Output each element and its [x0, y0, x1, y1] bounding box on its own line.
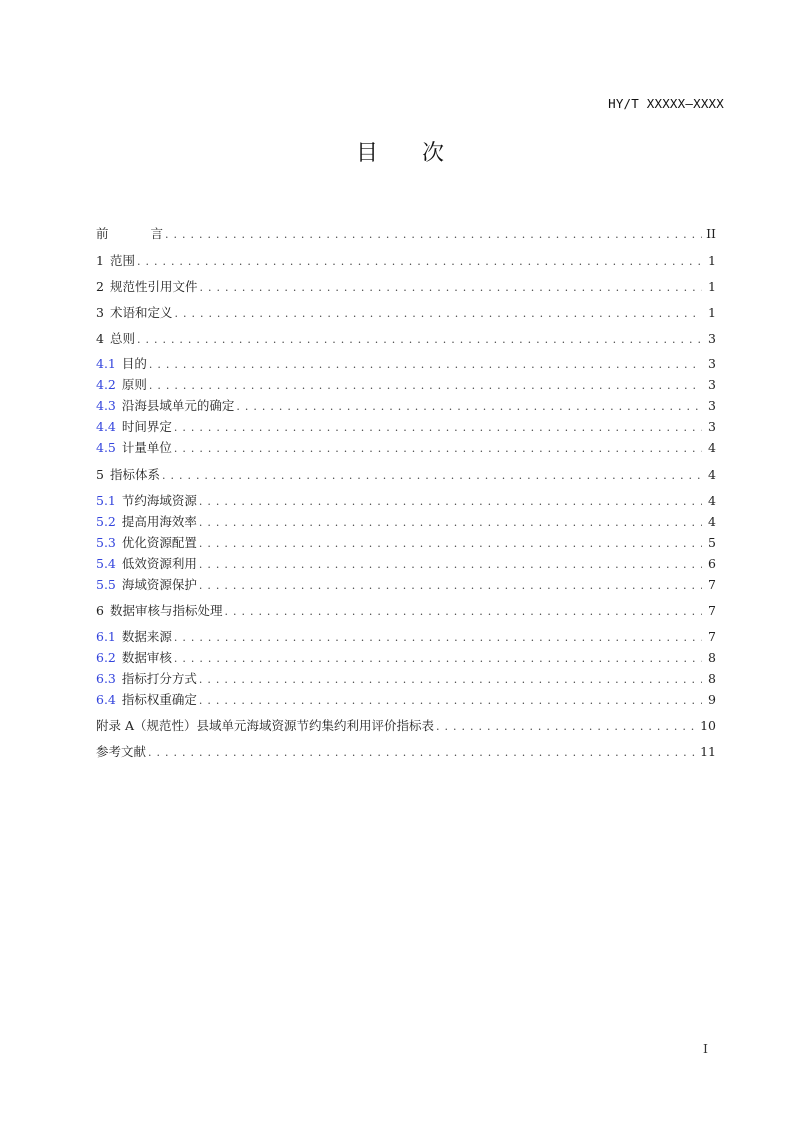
dot-leader — [199, 514, 702, 532]
toc-entry-label: 总则 — [109, 331, 135, 346]
toc-entry-page: 3 — [708, 419, 716, 434]
toc-entry-number: 4.4 — [96, 419, 116, 434]
toc-entry[interactable] — [96, 576, 716, 594]
toc-entry[interactable] — [96, 355, 716, 373]
page-title — [0, 136, 800, 167]
dot-leader — [174, 629, 702, 647]
toc-entry[interactable] — [96, 513, 716, 531]
toc-entry-page: 7 — [708, 577, 716, 592]
dot-leader — [199, 279, 702, 297]
toc-entry[interactable] — [96, 691, 716, 709]
toc-entry-label: 低效资源利用 — [121, 556, 197, 571]
toc-label-part: 言 — [150, 226, 164, 241]
title-char-2: 次 — [422, 141, 445, 166]
toc-entry-page: 9 — [708, 692, 716, 707]
toc-entry-number: 1 — [96, 253, 104, 268]
toc-entry-label: 优化资源配置 — [121, 535, 197, 550]
toc-entry-number: 4.5 — [96, 440, 116, 455]
toc-entry-label: 数据审核 — [121, 650, 172, 665]
title-char-1: 目 — [355, 141, 378, 166]
toc-entry-label: 时间界定 — [121, 419, 172, 434]
toc-entry-label: 指标权重确定 — [121, 692, 197, 707]
dot-leader — [174, 650, 702, 668]
toc-entry-label: 沿海县域单元的确定 — [121, 398, 235, 413]
toc-entry-label: 规范性引用文件 — [109, 279, 198, 294]
toc-entry-page: 11 — [700, 744, 716, 759]
dot-leader — [174, 419, 702, 437]
toc-entry-number: 6.2 — [96, 650, 116, 665]
toc-entry-label: 参考文献 — [96, 744, 147, 759]
dot-leader — [199, 671, 702, 689]
toc-entry-page: 3 — [708, 331, 716, 346]
toc-entry-number: 5.3 — [96, 535, 116, 550]
toc-entry-number: 6.3 — [96, 671, 116, 686]
dot-leader — [174, 305, 702, 323]
toc-entry-number: 5.4 — [96, 556, 116, 571]
toc-entry[interactable] — [96, 534, 716, 552]
toc-entry-label: 指标体系 — [109, 467, 160, 482]
toc-entry-label: 术语和定义 — [109, 305, 173, 320]
dot-leader — [199, 535, 702, 553]
toc-entry[interactable] — [96, 376, 716, 394]
dot-leader — [174, 440, 702, 458]
toc-entry-number: 4.1 — [96, 356, 116, 371]
dot-leader — [162, 467, 702, 485]
toc-entry-page: 7 — [708, 629, 716, 644]
page-number: I — [703, 1041, 708, 1056]
toc-entry-label: 海域资源保护 — [121, 577, 197, 592]
toc-entry[interactable] — [96, 670, 716, 688]
dot-leader — [224, 603, 702, 621]
toc-entry-label: 数据审核与指标处理 — [109, 603, 223, 618]
toc-entry-number: 3 — [96, 305, 104, 320]
toc-entry-page: II — [706, 226, 716, 241]
toc-entry-page: 4 — [708, 514, 716, 529]
dot-leader — [199, 493, 702, 511]
toc-entry-label: 目的 — [121, 356, 147, 371]
toc-entry-page: 1 — [708, 253, 716, 268]
dot-leader — [436, 718, 696, 736]
dot-leader — [236, 398, 702, 416]
toc-entry-label: 提高用海效率 — [121, 514, 197, 529]
dot-leader — [199, 577, 702, 595]
toc-entry[interactable] — [96, 555, 716, 573]
toc-entry-label: 原则 — [121, 377, 147, 392]
toc-entry[interactable] — [96, 439, 716, 457]
toc-entry-page: 10 — [700, 718, 716, 733]
toc-entry-page: 1 — [708, 305, 716, 320]
toc-entry-page: 3 — [708, 377, 716, 392]
toc-entry-page: 6 — [708, 556, 716, 571]
toc-entry-label: 计量单位 — [121, 440, 172, 455]
toc-entry[interactable] — [96, 330, 716, 348]
toc-entry-label: 附录 A（规范性）县域单元海域资源节约集约利用评价指标表 — [96, 718, 435, 733]
dot-leader — [149, 356, 702, 374]
toc-entry[interactable] — [96, 717, 716, 735]
toc-entry-page: 7 — [708, 603, 716, 618]
toc-entry-page: 8 — [708, 650, 716, 665]
toc-entry[interactable] — [96, 225, 716, 243]
toc-entry[interactable] — [96, 649, 716, 667]
toc-entry-number: 5.1 — [96, 493, 116, 508]
toc-entry[interactable] — [96, 628, 716, 646]
toc-entry-page: 5 — [708, 535, 716, 550]
toc-entry[interactable] — [96, 492, 716, 510]
toc-entry[interactable] — [96, 418, 716, 436]
toc-entry-number: 5.2 — [96, 514, 116, 529]
toc-entry-page: 4 — [708, 493, 716, 508]
toc-entry-label: 数据来源 — [121, 629, 172, 644]
dot-leader — [199, 692, 702, 710]
toc-entry-number: 6.4 — [96, 692, 116, 707]
standard-code: HY/T XXXXX—XXXX — [608, 96, 724, 111]
toc-entry-number: 6 — [96, 603, 104, 618]
toc-entry[interactable] — [96, 466, 716, 484]
dot-leader — [148, 744, 696, 762]
toc-entry-number: 5 — [96, 467, 104, 482]
toc-entry-label: 范围 — [109, 253, 135, 268]
toc-entry-number: 6.1 — [96, 629, 116, 644]
dot-leader — [165, 226, 702, 244]
toc-entry[interactable] — [96, 252, 716, 270]
toc-entry-label: 指标打分方式 — [121, 671, 197, 686]
toc-entry-number: 5.5 — [96, 577, 116, 592]
toc-entry-label: 节约海域资源 — [121, 493, 197, 508]
dot-leader — [149, 377, 702, 395]
dot-leader — [137, 253, 702, 271]
dot-leader — [199, 556, 702, 574]
toc-entry-number: 4.3 — [96, 398, 116, 413]
toc-entry-page: 8 — [708, 671, 716, 686]
toc-entry-number: 2 — [96, 279, 104, 294]
toc-entry[interactable] — [96, 304, 716, 322]
toc-entry[interactable] — [96, 278, 716, 296]
toc-entry-page: 1 — [708, 279, 716, 294]
toc-entry-number: 4.2 — [96, 377, 116, 392]
toc-entry[interactable] — [96, 397, 716, 415]
dot-leader — [137, 331, 702, 349]
toc-entry-page: 3 — [708, 398, 716, 413]
toc-entry-page: 3 — [708, 356, 716, 371]
toc-entry-page: 4 — [708, 440, 716, 455]
toc-label-part: 前 — [96, 226, 109, 241]
toc-entry-number: 4 — [96, 331, 104, 346]
toc-entry-page: 4 — [708, 467, 716, 482]
toc-entry-label — [96, 225, 163, 243]
toc-entry[interactable] — [96, 743, 716, 761]
toc-entry[interactable] — [96, 602, 716, 620]
